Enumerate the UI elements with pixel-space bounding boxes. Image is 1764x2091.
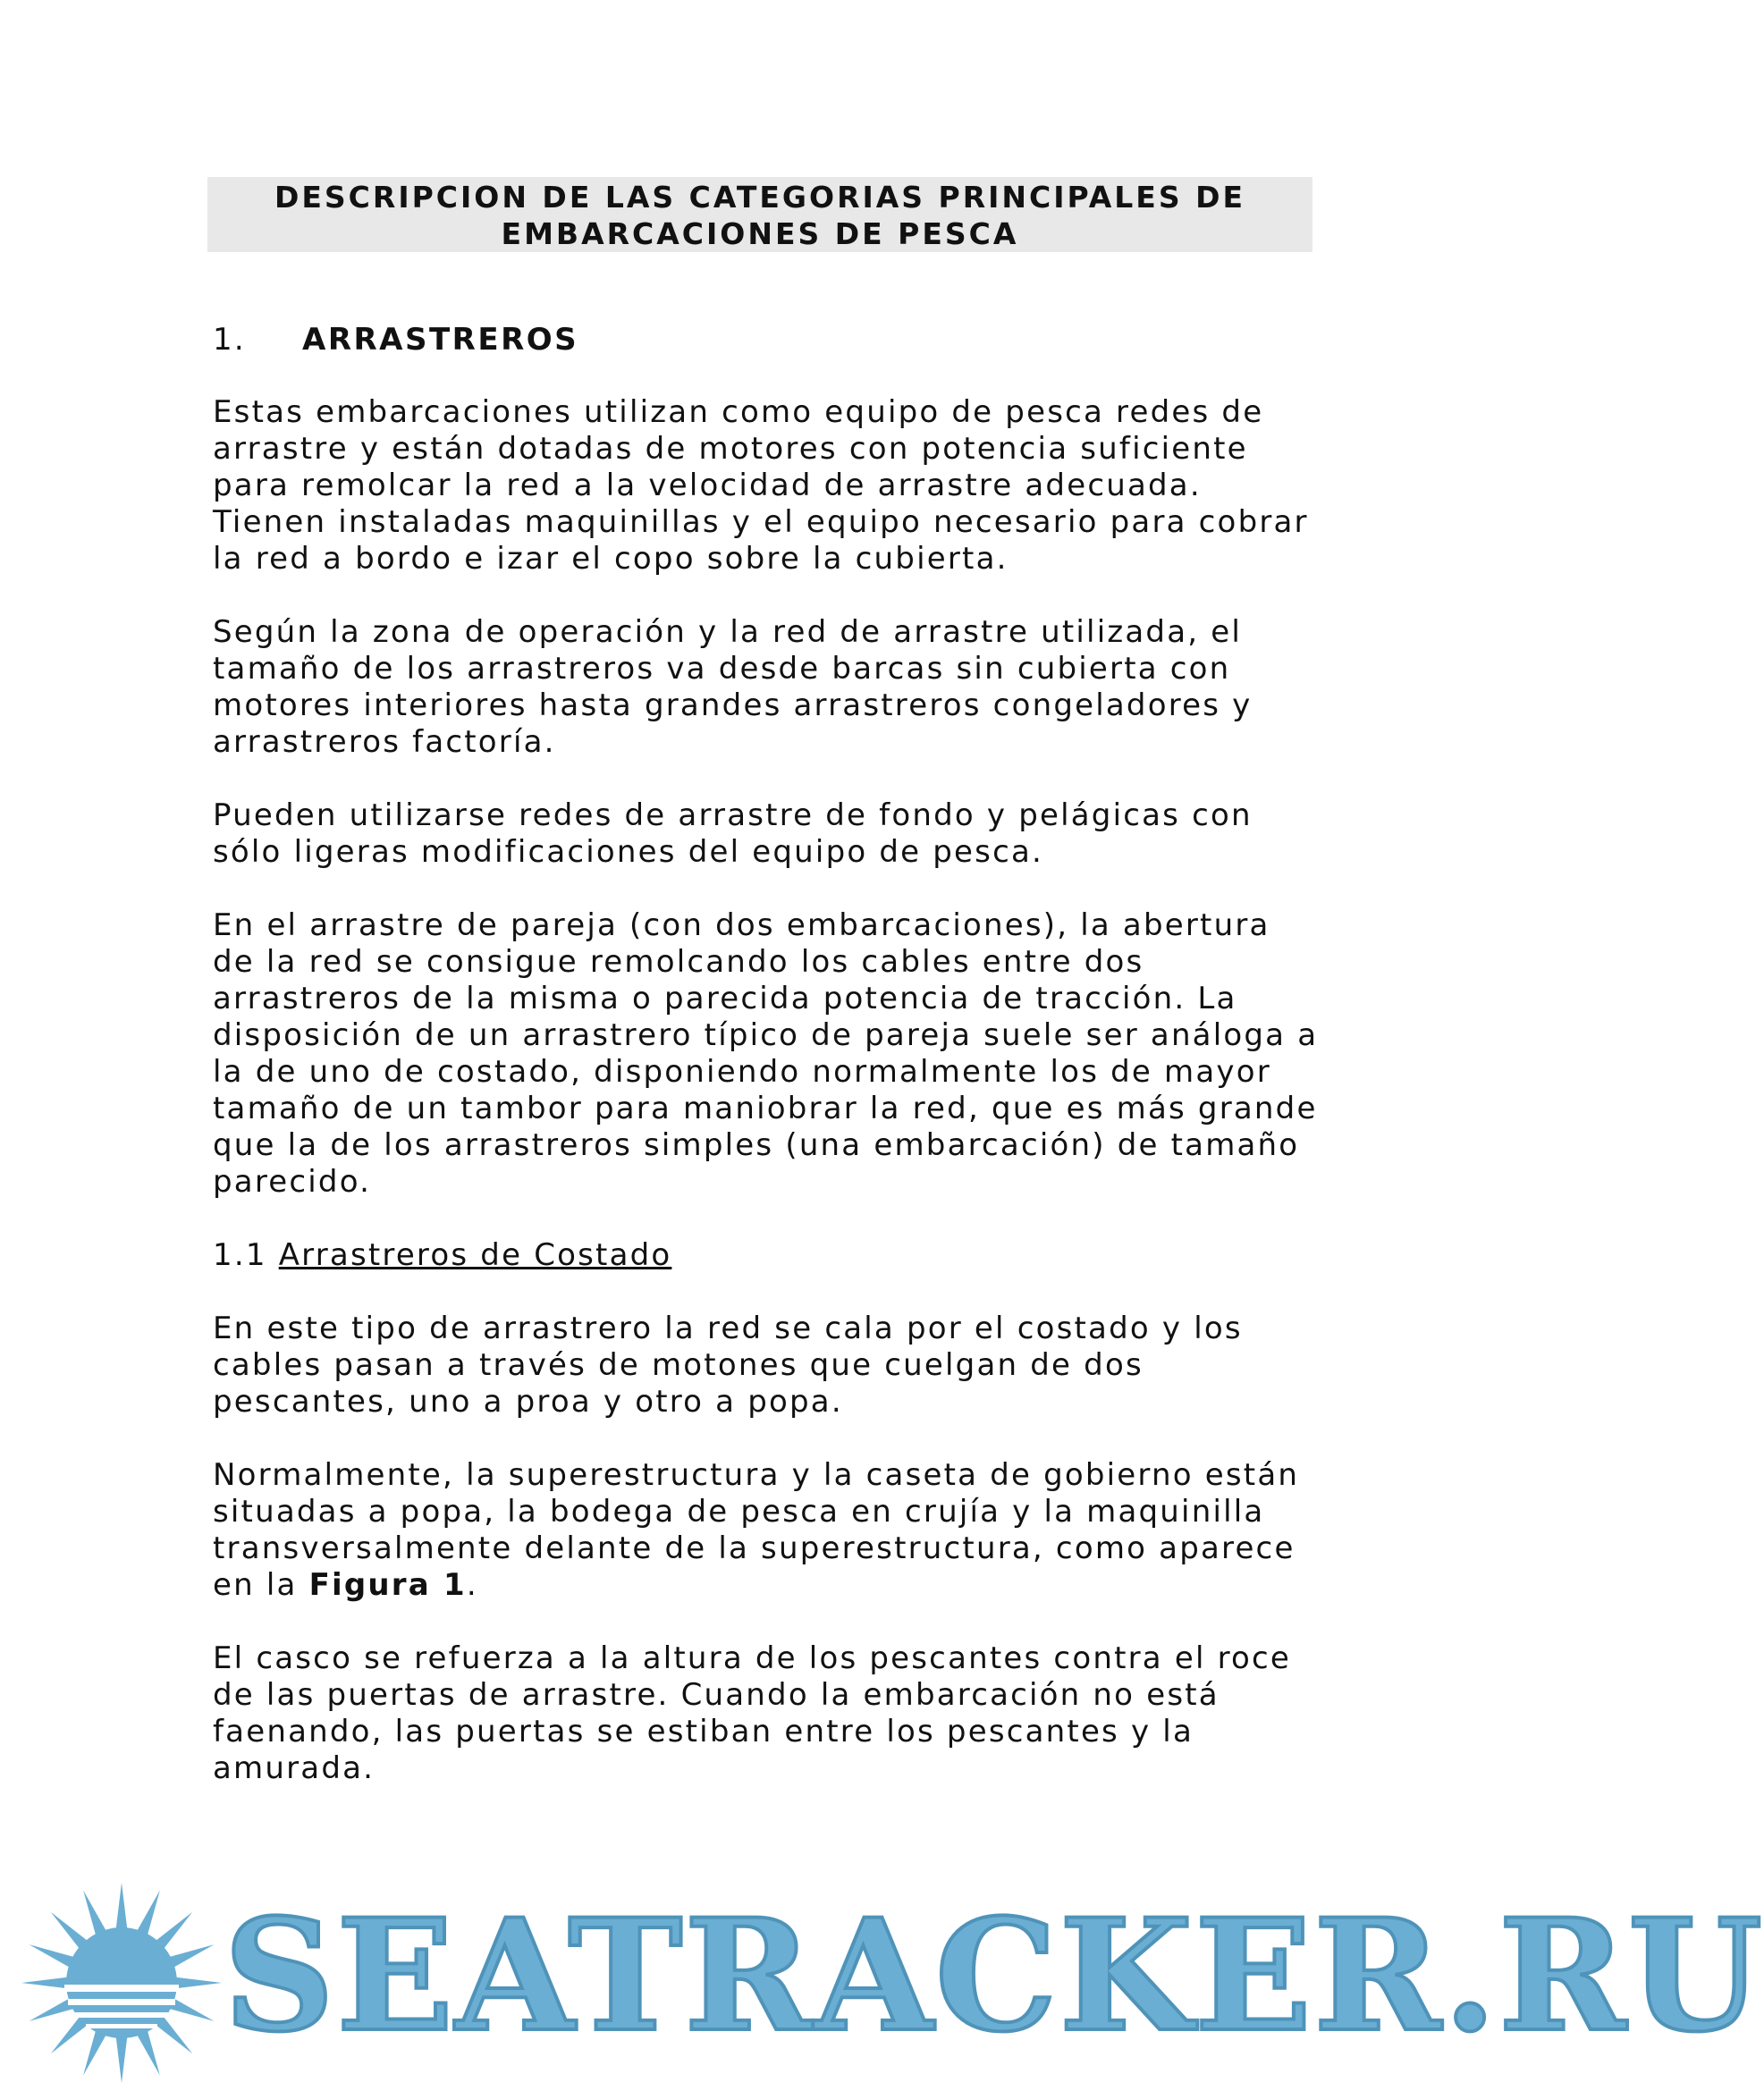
paragraph: En este tipo de arrastrero la red se cala por el costado y los cables pasan a través de motones que cuelgan de dos pescantes, uno a proa y otro a popa.: [213, 1311, 1243, 1420]
subsection-number: 1.1: [213, 1237, 267, 1273]
section-title: ARRASTREROS: [302, 322, 579, 358]
paragraph: Estas embarcaciones utilizan como equipo de pesca redes de arrastre y están dotadas de motores con potencia suficiente para remolcar la red a la velocidad de arrastre adecuada. Tienen instaladas maquinillas y el equipo necesario para cobrar la red a bordo e izar el copo sobre la cubierta.: [213, 394, 1309, 577]
document-title: [207, 177, 1312, 252]
section-heading: [213, 322, 1321, 358]
paragraph-with-figure-ref: [213, 1457, 1321, 1604]
watermark-text: SEATRACKER.RU: [224, 1884, 1764, 2066]
paragraph: En el arrastre de pareja (con dos embarcaciones), la abertura de la red se consigue remolcando los cables entre dos arrastreros de la misma o parecida potencia de tracción. La disposición de un arrastrero típico de pareja suele ser análoga a la de uno de costado, disponiendo normalmente los de mayor tamaño de un tambor para maniobrar la red, que es más grande que la de los arrastreros simples (una embarcación) de tamaño parecido.: [213, 907, 1319, 1200]
subsection-heading: [213, 1237, 1321, 1274]
paragraph-end: .: [466, 1567, 478, 1603]
subsection-title: Arrastreros de Costado: [278, 1237, 672, 1273]
paragraph: El casco se refuerza a la altura de los pescantes contra el roce de las puertas de arrastre. Cuando la embarcación no está faenando, las puertas se estiban entre los pescantes y la amurada.: [213, 1640, 1292, 1786]
title-line-2: EMBARCACIONES DE PESCA: [501, 216, 1019, 251]
document-body: [213, 322, 1321, 1824]
sun-logo-icon: [16, 1877, 231, 2083]
paragraph: Según la zona de operación y la red de arrastre utilizada, el tamaño de los arrastreros va desde barcas sin cubierta con motores interiores hasta grandes arrastreros congeladores y arrastreros factoría.: [213, 614, 1253, 760]
paragraph-text: Normalmente, la superestructura y la caseta de gobierno están situadas a popa, la bodega de pesca en crujía y la maquinilla transversalmente delante de la superestructura, como aparece en la: [213, 1457, 1300, 1603]
figure-reference: Figura 1: [308, 1567, 467, 1603]
section-number: 1.: [213, 322, 246, 358]
paragraph: Pueden utilizarse redes de arrastre de fondo y pelágicas con sólo ligeras modificaciones del equipo de pesca.: [213, 797, 1253, 870]
title-line-1: DESCRIPCION DE LAS CATEGORIAS PRINCIPALES DE: [274, 180, 1246, 215]
